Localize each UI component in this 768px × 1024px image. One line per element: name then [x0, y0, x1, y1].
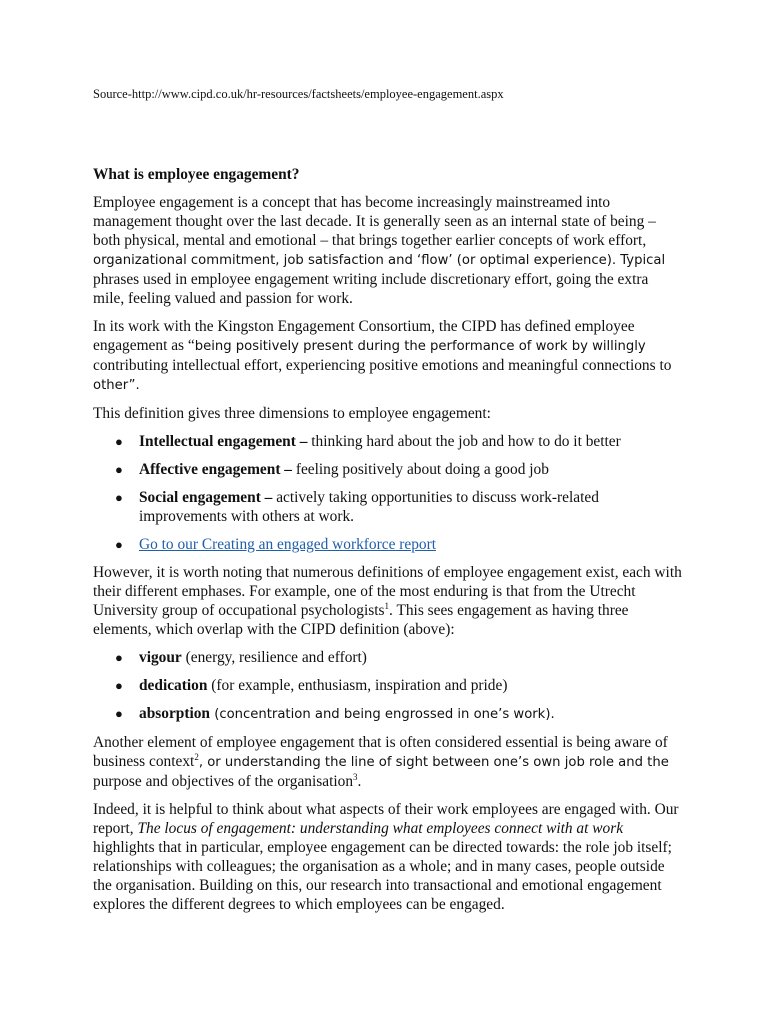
list-item-text: feeling positively about doing a good job [292, 461, 549, 478]
bullet-icon: ● [115, 462, 123, 477]
bullet-icon: ● [115, 650, 123, 665]
paragraph-2-text-a: In its work with the Kingston Engagement Consortium, the CIPD has defined employee engagement as “ [93, 318, 635, 354]
list-item-text: actively taking opportunities to discuss work-related improvements with others at work. [139, 489, 599, 525]
paragraph-2-quote-b: other”. [93, 378, 140, 393]
dimensions-list [93, 432, 683, 554]
list-item [93, 648, 683, 667]
paragraph-5-text-a: Another element of employee engagement that is often considered essential is being aware of business context [93, 734, 668, 770]
paragraph-1-text-b: organizational commitment, job satisfaction and ‘flow’ (or optimal experience). Typical [93, 253, 666, 268]
list-item-bold: Affective engagement – [139, 461, 292, 478]
paragraph-1-text-a: Employee engagement is a concept that has become increasingly mainstreamed into management thought over the last decade. It is generally seen as an internal state of being – both physical, mental and emotional – that brings together earlier concepts of work effort, [93, 194, 656, 249]
list-item [93, 704, 683, 724]
bullet-icon: ● [115, 490, 123, 505]
list-item-text: (for example, enthusiasm, inspiration and pride) [207, 677, 508, 694]
engaged-workforce-report-link[interactable]: Go to our Creating an engaged workforce report [139, 536, 437, 553]
list-item [93, 676, 683, 695]
paragraph-6-text-b: highlights that in particular, employee engagement can be directed towards: the role job itself; relationships with colleagues; the organisation as a whole; and in many cases, people outside the organisation. Building on this, our research into transactional and emotional engagement explores the different degrees to which employees can be engaged. [93, 839, 672, 913]
source-line: Source-http://www.cipd.co.uk/hr-resources/factsheets/employee-engagement.aspx [93, 87, 504, 101]
list-item-text: thinking hard about the job and how to do it better [307, 433, 621, 450]
list-item-link [93, 535, 683, 554]
section-heading: What is employee engagement? [93, 166, 300, 183]
paragraph-6 [93, 800, 683, 914]
list-item-bold: vigour [139, 649, 182, 666]
footnote-ref-1: 1 [384, 601, 390, 611]
footnote-ref-3: 3 [353, 772, 358, 782]
list-item-text: (concentration and being engrossed in one’s work). [210, 707, 555, 722]
bullet-icon: ● [115, 537, 123, 552]
paragraph-3: This definition gives three dimensions to employee engagement: [93, 405, 491, 422]
list-item [93, 460, 683, 479]
list-item-bold: Social engagement – [139, 489, 273, 506]
paragraph-1 [93, 193, 683, 308]
paragraph-4-text-a: However, it is worth noting that numerous definitions of employee engagement exist, each with their different emphases. For example, one of the most enduring is that from the Utrecht University group of occupational psychologists [93, 564, 682, 619]
footnote-ref-2: 2 [194, 752, 199, 762]
bullet-icon: ● [115, 678, 123, 693]
report-title: The locus of engagement: understanding what employees connect with at work [137, 820, 624, 837]
list-item-text: (energy, resilience and effort) [181, 649, 367, 666]
paragraph-6-text-a: Indeed, it is helpful to think about what aspects of their work employees are engaged with. Our report, [93, 801, 679, 837]
bullet-icon: ● [115, 706, 123, 721]
paragraph-2-quote-a: being positively present during the performance of work by willingly [194, 339, 646, 354]
list-item-bold: Intellectual engagement – [139, 433, 308, 450]
paragraph-5 [93, 733, 683, 791]
paragraph-1-text-c: phrases used in employee engagement writing include discretionary effort, going the extra mile, feeling valued and passion for work. [93, 271, 649, 307]
list-item-bold: absorption [139, 705, 210, 722]
list-item [93, 432, 683, 451]
paragraph-5-text-d: . [357, 773, 362, 790]
elements-list [93, 648, 683, 724]
list-item-bold: dedication [139, 677, 208, 694]
paragraph-5-text-b: , or understanding the line of sight between one’s own job role and the [198, 755, 669, 770]
document-body [93, 165, 683, 923]
paragraph-4-text-b: . This sees engagement as having three elements, which overlap with the CIPD definition (above): [93, 602, 629, 638]
paragraph-5-text-c: purpose and objectives of the organisation [93, 773, 354, 790]
paragraph-2-text-b: contributing intellectual effort, experiencing positive emotions and meaningful connections to [93, 357, 672, 374]
paragraph-2 [93, 317, 683, 395]
list-item [93, 488, 683, 526]
paragraph-4 [93, 563, 683, 639]
bullet-icon: ● [115, 434, 123, 449]
